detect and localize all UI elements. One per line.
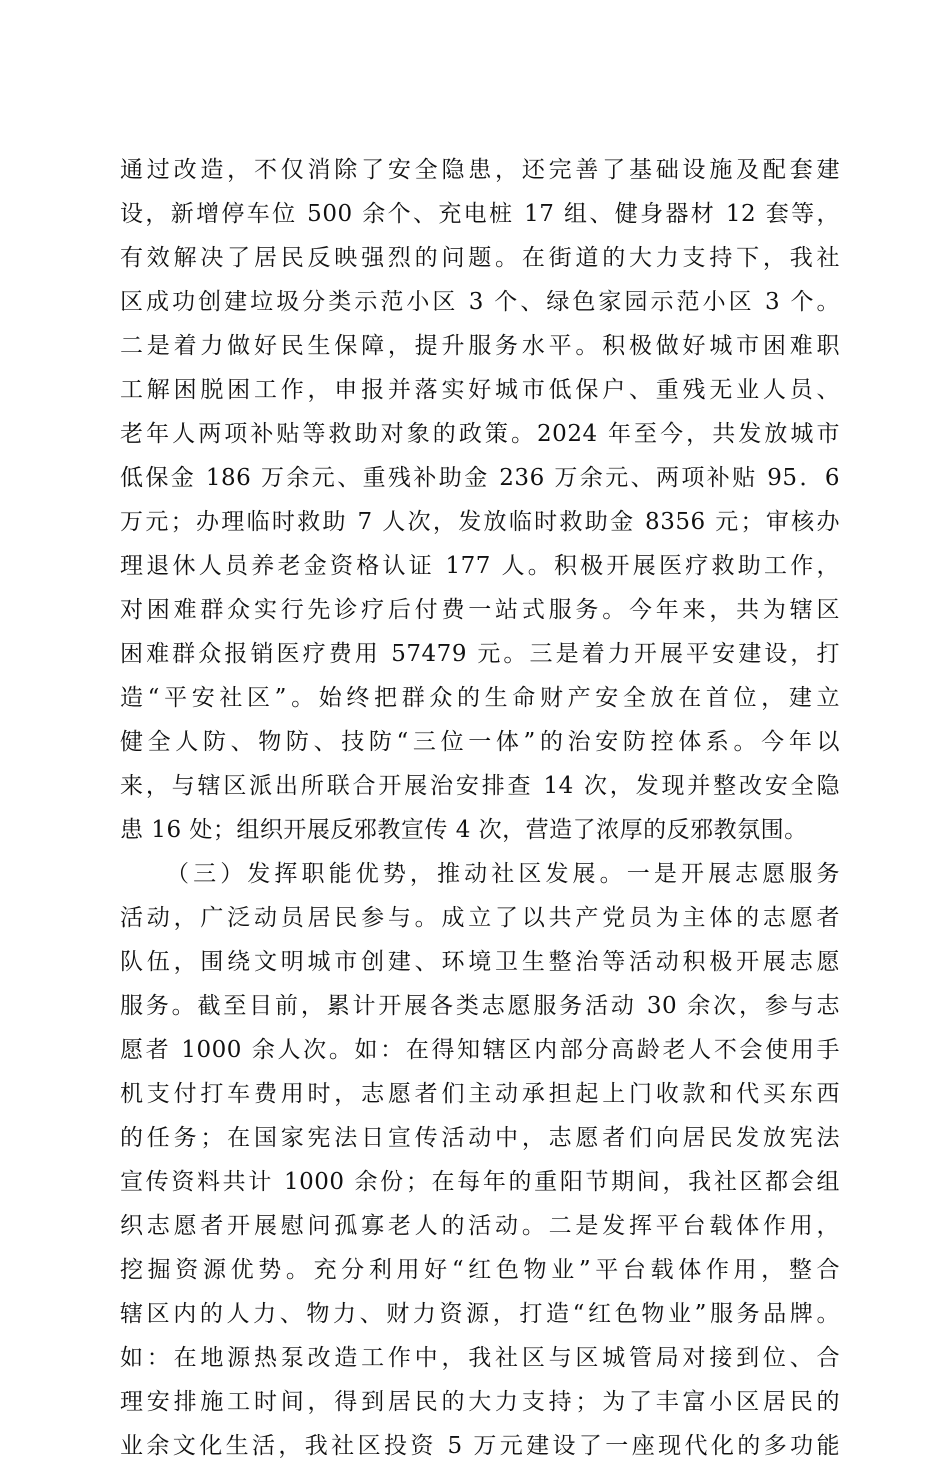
text-line: 万元；办理临时救助 7 人次，发放临时救助金 8356 元；审核办 — [120, 509, 840, 535]
text-line: 低保金 186 万余元、重残补助金 236 万余元、两项补贴 95．6 — [120, 465, 840, 491]
text-line: 挖掘资源优势。充分利用好“红色物业”平台载体作用，整合 — [120, 1257, 840, 1283]
text-line: 队伍，围绕文明城市创建、环境卫生整治等活动积极开展志愿 — [120, 949, 840, 975]
text-line: 理退休人员养老金资格认证 177 人。积极开展医疗救助工作， — [120, 553, 840, 579]
text-line: 健全人防、物防、技防“三位一体”的治安防控体系。今年以 — [120, 729, 840, 755]
text-line: 来，与辖区派出所联合开展治安排查 14 次，发现并整改安全隐 — [120, 773, 840, 799]
text-line: 的任务；在国家宪法日宣传活动中，志愿者们向居民发放宪法 — [120, 1125, 840, 1151]
text-line: 机支付打车费用时，志愿者们主动承担起上门收款和代买东西 — [120, 1081, 840, 1107]
text-line: 有效解决了居民反映强烈的问题。在街道的大力支持下，我社 — [120, 245, 840, 271]
text-line: 愿者 1000 余人次。如：在得知辖区内部分高龄老人不会使用手 — [120, 1037, 840, 1063]
text-line: 宣传资料共计 1000 余份；在每年的重阳节期间，我社区都会组 — [120, 1169, 840, 1195]
text-line: 二是着力做好民生保障，提升服务水平。积极做好城市困难职 — [120, 333, 840, 359]
text-line: 服务。截至目前，累计开展各类志愿服务活动 30 余次，参与志 — [120, 993, 840, 1019]
text-line: 活动，广泛动员居民参与。成立了以共产党员为主体的志愿者 — [120, 905, 840, 931]
text-line: 工解困脱困工作，申报并落实好城市低保户、重残无业人员、 — [120, 377, 840, 403]
text-line: 老年人两项补贴等救助对象的政策。2024 年至今，共发放城市 — [120, 421, 840, 447]
text-line: 设，新增停车位 500 余个、充电桩 17 组、健身器材 12 套等， — [120, 201, 840, 227]
text-line: 困难群众报销医疗费用 57479 元。三是着力开展平安建设，打 — [120, 641, 840, 667]
text-line: 理安排施工时间，得到居民的大力支持；为了丰富小区居民的 — [120, 1389, 840, 1415]
section-heading-line: （三）发挥职能优势，推动社区发展。一是开展志愿服务 — [166, 861, 840, 887]
text-line: 区成功创建垃圾分类示范小区 3 个、绿色家园示范小区 3 个。 — [120, 289, 840, 315]
text-line: 对困难群众实行先诊疗后付费一站式服务。今年来，共为辖区 — [120, 597, 840, 623]
text-line: 如：在地源热泵改造工作中，我社区与区城管局对接到位、合 — [120, 1345, 840, 1371]
text-line: 造“平安社区”。始终把群众的生命财产安全放在首位，建立 — [120, 685, 840, 711]
text-line: 织志愿者开展慰问孤寡老人的活动。二是发挥平台载体作用， — [120, 1213, 840, 1239]
text-line: 业余文化生活，我社区投资 5 万元建设了一座现代化的多功能 — [120, 1433, 840, 1459]
body-text — [120, 148, 840, 1468]
text-line: 辖区内的人力、物力、财力资源，打造“红色物业”服务品牌。 — [120, 1301, 840, 1327]
text-line: 通过改造，不仅消除了安全隐患，还完善了基础设施及配套建 — [120, 157, 840, 183]
text-line: 患 16 处；组织开展反邪教宣传 4 次，营造了浓厚的反邪教氛围。 — [120, 817, 808, 843]
